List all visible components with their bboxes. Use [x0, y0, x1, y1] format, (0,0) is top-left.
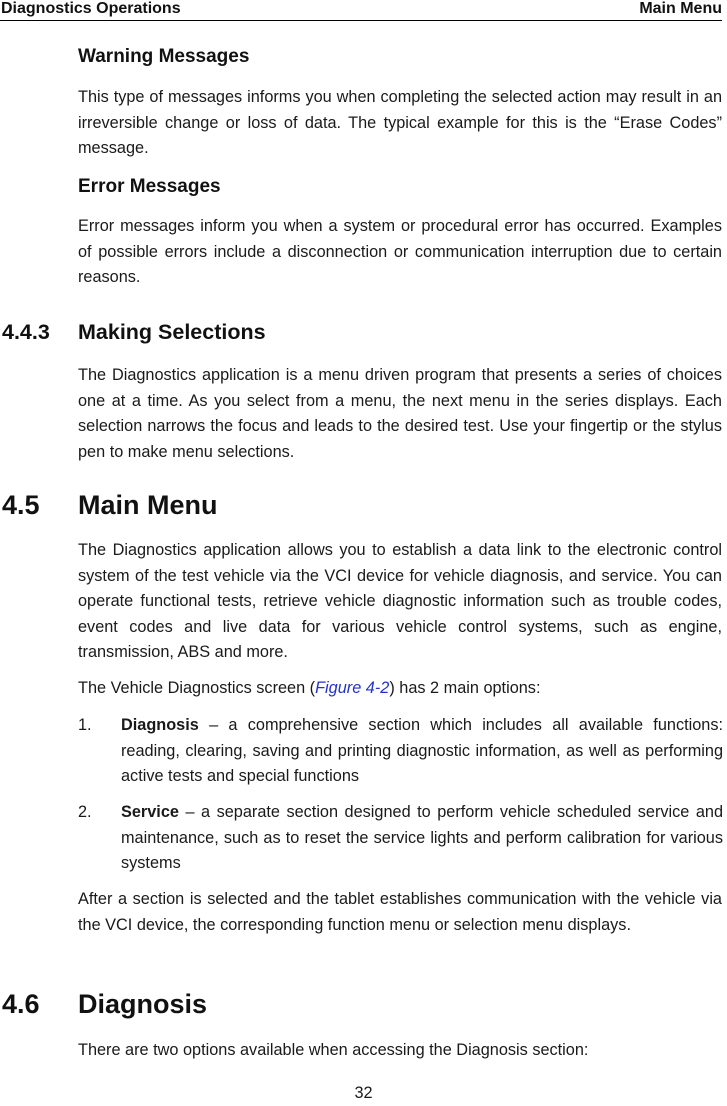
making-selections-paragraph: The Diagnostics application is a menu driven program that presents a series of choices one at a time. As you select from a menu, the next menu in the series displays. Each selection narrows the focus and leads to the desired test. Use your fingertip or the stylus pen to make menu selections.	[78, 366, 722, 461]
figure-4-2-link[interactable]: Figure 4-2	[315, 679, 390, 697]
list-item-1-term: Diagnosis	[121, 716, 199, 734]
running-header	[0, 0, 722, 21]
list-item-diagnosis	[121, 713, 723, 790]
list-item-1-number: 1.	[78, 716, 92, 734]
section-4-5-title: Main Menu	[78, 490, 218, 520]
diagnosis-intro-paragraph: There are two options available when accessing the Diagnosis section:	[78, 1041, 589, 1059]
main-options-prefix: The Vehicle Diagnostics screen (	[78, 679, 316, 697]
header-section-title: Main Menu	[639, 0, 722, 17]
section-4-5-number: 4.5	[2, 490, 40, 520]
section-4-4-3-title: Making Selections	[78, 320, 266, 344]
main-options-suffix: ) has 2 main options:	[389, 679, 541, 697]
section-4-6-title: Diagnosis	[78, 989, 208, 1019]
warning-messages-heading: Warning Messages	[78, 46, 250, 67]
section-4-4-3-number: 4.4.3	[2, 320, 50, 344]
list-item-1-text: – a comprehensive section which includes all available functions: reading, clearing, saving and printing diagnostic information, as well as performing active tests and special functions	[121, 716, 723, 785]
warning-messages-paragraph: This type of messages informs you when completing the selected action may result in an irreversible change or loss of data. The typical example for this is the “Erase Codes” message.	[78, 88, 722, 157]
main-menu-intro-paragraph: The Diagnostics application allows you to establish a data link to the electronic control system of the test vehicle via the VCI device for vehicle diagnosis, and service. You can operate functional tests, retrieve vehicle diagnostic information such as trouble codes, event codes and live data for various vehicle control systems, such as engine, transmission, ABS and more.	[78, 541, 722, 661]
header-chapter-title: Diagnostics Operations	[1, 0, 181, 17]
main-options-sentence	[78, 676, 722, 702]
section-4-6-number: 4.6	[2, 989, 40, 1019]
list-item-2-term: Service	[121, 803, 179, 821]
list-item-2-text: – a separate section designed to perform vehicle scheduled service and maintenance, such as to reset the service lights and perform calibration for various systems	[121, 803, 723, 872]
list-item-service	[121, 800, 723, 877]
error-messages-heading: Error Messages	[78, 176, 221, 197]
error-messages-paragraph: Error messages inform you when a system or procedural error has occurred. Examples of possible errors include a disconnection or communication interruption due to certain reasons.	[78, 217, 722, 286]
main-menu-closing-paragraph: After a section is selected and the tablet establishes communication with the vehicle via the VCI device, the corresponding function menu or selection menu displays.	[78, 890, 722, 934]
list-item-2-number: 2.	[78, 803, 92, 821]
page-number: 32	[354, 1084, 373, 1102]
